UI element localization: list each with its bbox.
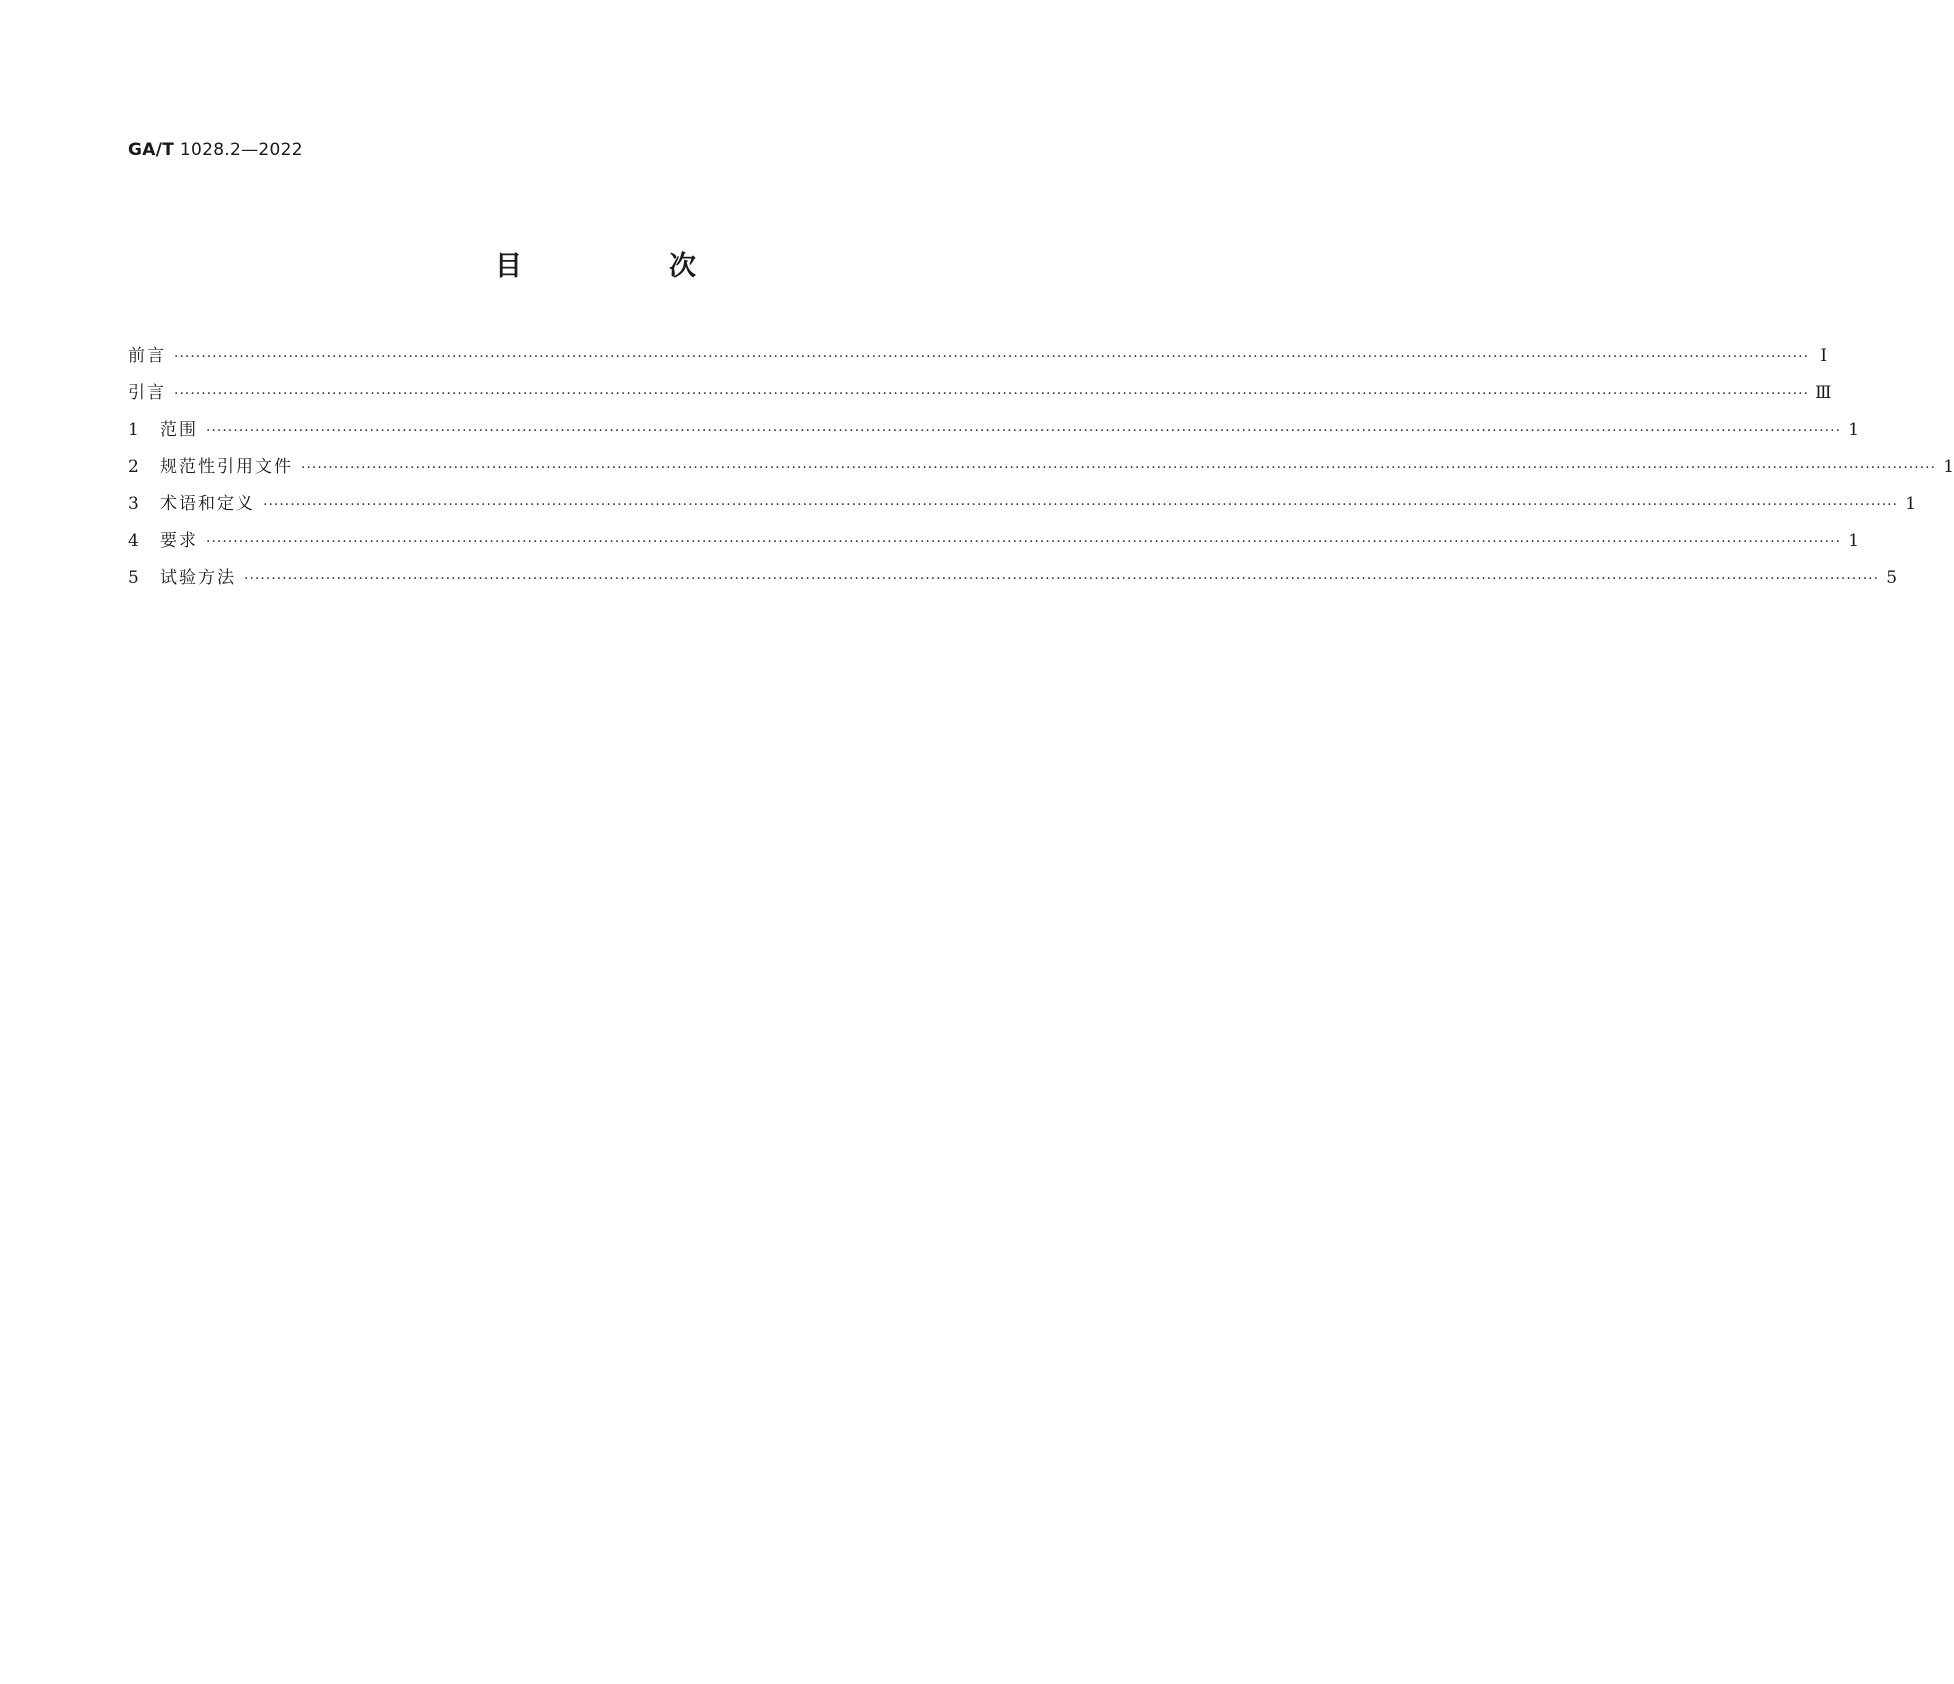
toc-title: 目 次 [495,251,756,282]
toc-leader-dots: ············································································································································································································································································································ [244,571,1880,587]
toc-list [128,341,1954,600]
toc-entry-number: 4 [128,531,139,551]
toc-entry-page: 1 [1848,420,1860,440]
toc-entry-page: 5 [1886,568,1898,588]
toc-leader-dots: ············································································································································································································································································································ [174,349,1810,365]
toc-entry-number: 5 [128,568,139,588]
toc-entry-label: 规范性引用文件 [160,457,293,477]
toc-leader-dots: ············································································································································································································································································································ [206,534,1842,550]
toc-entry-label: 范围 [160,420,198,440]
toc-entry-page: Ⅰ [1820,346,1828,366]
toc-entry-foreword[interactable] [128,341,1828,378]
toc-entry-page: 1 [1905,494,1917,514]
toc-entry-introduction[interactable] [128,378,1832,415]
toc-entry-page: 1 [1943,457,1954,477]
toc-entry-normative-references[interactable] [128,452,1954,489]
toc-leader-dots: ············································································································································································································································································································ [206,423,1842,439]
toc-leader-dots: ············································································································································································································································································································ [263,497,1899,513]
document-code [128,140,303,160]
toc-entry-label: 前言 [128,346,166,366]
toc-entry-page: Ⅲ [1815,383,1832,403]
toc-entry-terms-definitions[interactable] [128,489,1917,526]
toc-entry-page: 1 [1848,531,1860,551]
toc-entry-requirements[interactable] [128,526,1860,563]
toc-entry-number: 2 [128,457,139,477]
toc-entry-label: 引言 [128,383,166,403]
toc-entry-label: 要求 [160,531,198,551]
toc-entry-label: 试验方法 [160,568,236,588]
toc-entry-number: 3 [128,494,139,514]
toc-entry-scope[interactable] [128,415,1860,452]
toc-leader-dots: ············································································································································································································································································································ [174,386,1810,402]
toc-leader-dots: ············································································································································································································································································································ [301,460,1937,476]
document-code-number: 1028.2—2022 [179,140,303,160]
toc-entry-test-methods[interactable] [128,563,1898,600]
document-code-prefix: GA/T [128,140,175,160]
toc-entry-label: 术语和定义 [160,494,255,514]
toc-entry-number: 1 [128,420,139,440]
